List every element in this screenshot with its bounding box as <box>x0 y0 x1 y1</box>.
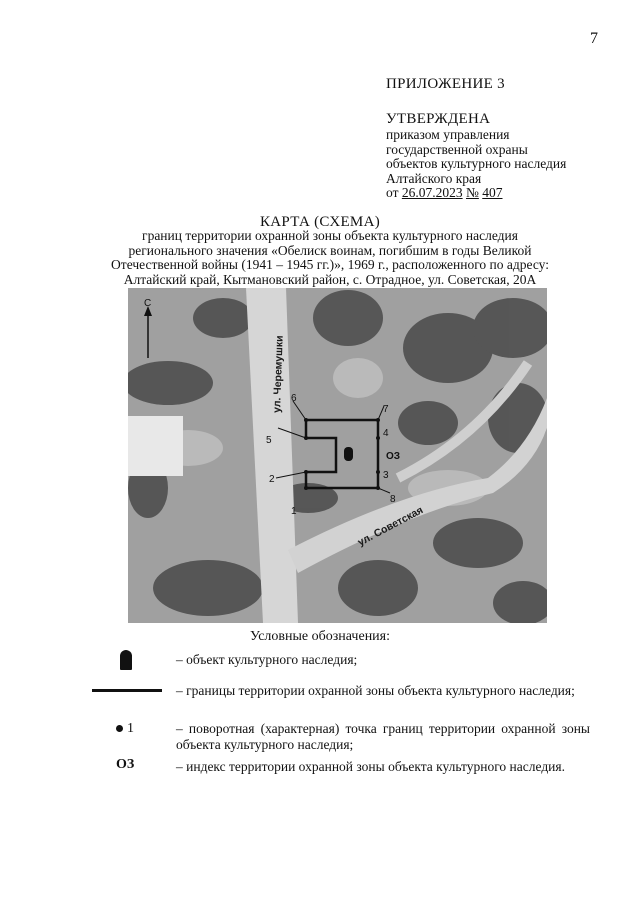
aerial-map <box>128 288 547 623</box>
point-label: 6 <box>291 393 297 404</box>
point-marker-label: 1 <box>127 721 134 736</box>
boundary-point <box>304 418 308 422</box>
building <box>128 416 183 476</box>
boundary-point <box>304 436 308 440</box>
point-label: 5 <box>266 435 272 446</box>
appendix-heading: ПРИЛОЖЕНИЕ 3 <box>386 76 505 92</box>
map-title: КАРТА (СХЕМА) <box>259 214 381 230</box>
point-label: 4 <box>383 428 389 439</box>
order-prefix: от <box>386 185 399 200</box>
description-line: Отечественной войны (1941 – 1945 гг.)», 1969 г., расположенного по адресу: <box>111 257 549 273</box>
order-number: 407 <box>482 185 503 200</box>
point-label: 3 <box>383 470 389 481</box>
legend-text-zone-index: – индекс территории охранной зоны объекта культурного наследия. <box>176 759 565 774</box>
point-label: 1 <box>291 506 297 517</box>
map-description <box>70 229 590 287</box>
legend-text-boundary: – границы территории охранной зоны объекта культурного наследия; <box>176 683 575 698</box>
boundary-point <box>376 418 380 422</box>
approval-line: объектов культурного наследия <box>386 156 567 171</box>
street-label-cheremushki: ул. Черемушки <box>271 335 286 414</box>
point-label: 8 <box>390 494 396 505</box>
order-date: 26.07.2023 <box>401 185 463 200</box>
street-label-sovetskaya: ул. Советская <box>355 504 426 549</box>
monument-icon <box>344 447 353 461</box>
approval-block <box>386 128 566 201</box>
approval-line: Алтайского края <box>386 170 482 186</box>
legend-title: Условные обозначения: <box>249 629 391 644</box>
point-marker-icon <box>116 725 123 732</box>
zone-index-symbol: ОЗ <box>116 757 135 772</box>
monument-icon <box>120 650 132 670</box>
description-line: границ территории охранной зоны объекта культурного наследия <box>142 228 518 243</box>
approved-heading: УТВЕРЖДЕНА <box>386 111 491 127</box>
boundary-line-symbol <box>92 689 162 692</box>
order-line <box>386 186 566 201</box>
page-number: 7 <box>590 30 598 47</box>
north-label: С <box>144 298 152 309</box>
zone-index-label: ОЗ <box>386 451 401 462</box>
legend-text-monument: – объект культурного наследия; <box>176 652 358 667</box>
approval-line: государственной охраны <box>386 141 528 157</box>
boundary-point <box>304 486 308 490</box>
boundary-point <box>376 436 380 440</box>
boundary-point <box>376 486 380 490</box>
boundary-point <box>304 470 308 474</box>
description-line: Алтайский край, Кытмановский район, с. Отрадное, ул. Советская, 20А <box>123 271 537 287</box>
approval-line: приказом управления <box>386 127 510 142</box>
legend-text-point: – поворотная (характерная) точка границ территории охранной зоны объекта культурного наследия; <box>176 721 590 752</box>
boundary-point <box>376 470 380 474</box>
point-label: 2 <box>269 474 275 485</box>
point-label: 7 <box>383 404 389 415</box>
order-number-sign: № <box>465 185 479 200</box>
description-line: регионального значения «Обелиск воинам, погибшим в годы Великой <box>128 242 532 258</box>
